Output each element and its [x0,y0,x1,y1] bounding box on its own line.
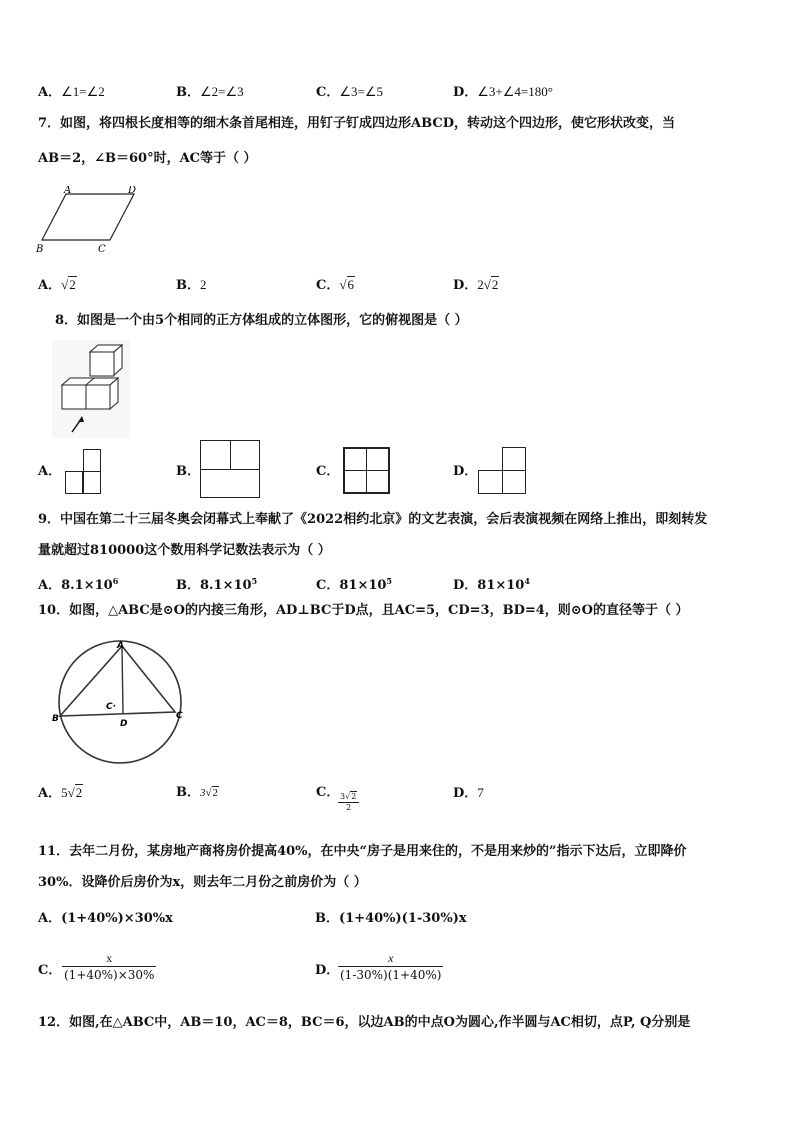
q10-circle-figure [50,638,190,766]
q11-option-a: A．(1+40%)×30%x [38,911,173,926]
q8-option-a-label: A． [38,464,62,479]
q8-option-b-figure [200,440,260,498]
q7-label-c: C [98,244,106,255]
q6-option-d: D．∠3+∠4=180° [453,84,553,100]
q6-option-c: C．∠3=∠5 [316,84,383,100]
q9-stem-line2: 量就超过810000这个数用科学记数法表示为（ ） [38,543,331,558]
q10-stem: 10．如图，△ABC是⊙O的内接三角形，AD⊥BC于D点，且AC=5，CD=3，BD=4，则⊙O的直径等于（ ） [38,603,689,618]
q10-label-c: C [176,711,183,721]
q11-option-c-fraction: $\frac{x}{(1+40\%)\times 30\%}$ [64,951,155,982]
q7-rhombus-figure [34,186,144,258]
q10-label-d: D [120,719,128,729]
q7-option-d: D．2√2 [453,277,499,293]
q8-option-c-figure [343,447,390,494]
q8-option-d-label: D． [453,464,478,479]
q10-option-a: A．5√2 [38,785,83,801]
q7-label-b: B [36,244,44,255]
q6-option-a: A．∠1=∠2 [38,84,105,100]
q11-option-c-label: C． [38,963,62,978]
q10-option-c-fraction: $\frac{3√2}{2}$ [338,792,359,813]
q8-option-b-label: B． [176,464,200,479]
q6-option-b: B．∠2=∠3 [176,84,244,100]
q10-label-a: A [117,641,124,651]
q11-option-d-fraction: $\frac{x}{(1-30\%)(1+40\%)}$ [340,951,442,982]
q10-label-o: C· [106,702,117,712]
q10-option-c-label: C． [316,785,340,800]
q9-option-b: B．$8.1\times 10^5$ [176,576,258,593]
q7-option-c: C．√6 [316,277,354,293]
q11-stem-line1: 11．去年二月份，某房地产商将房价提高40%，在中央“房子是用来住的，不是用来炒的”指示下达后，立即降价 [38,844,687,859]
q7-label-a: A [64,186,72,196]
q9-stem-line1: 9．中国在第二十三届冬奥会闭幕式上奉献了《2022相约北京》的文艺表演，会后表演视频在网络上推出，即刻转发 [38,512,708,527]
q11-option-d-label: D． [315,963,340,978]
q10-option-b: B．3√2 [176,785,219,800]
q10-label-b: B [52,714,59,724]
q8-option-c-label: C． [316,464,340,479]
q7-stem-line1: 7．如图，将四根长度相等的细木条首尾相连，用钉子钉成四边形ABCD，转动这个四边形，使它形状改变，当 [38,116,675,131]
q8-stem: 8．如图是一个由5个相同的正方体组成的立体图形，它的俯视图是（ ） [55,313,468,328]
q12-stem: 12．如图,在△ABC中，AB＝10，AC＝8，BC＝6，以边AB的中点O为圆心,作半圆与AC相切，点P, Q分别是 [38,1015,691,1030]
q11-stem-line2: 30%．设降价后房价为x，则去年二月份之前房价为（ ） [38,875,367,890]
q9-option-c: C．$81\times 10^5$ [316,576,392,593]
q7-option-b: B．2 [176,277,207,293]
q9-option-a: A．$8.1\times 10^6$ [38,576,119,593]
q7-label-d: D [128,186,137,196]
q7-stem-line2: AB＝2，∠B＝60°时，AC等于（ ） [38,151,257,166]
q9-option-d: D．$81\times 10^4$ [453,576,530,593]
q7-option-a: A．√2 [38,277,76,293]
q11-option-b: B．(1+40%)(1-30%)x [315,911,467,926]
q10-option-d: D．7 [453,785,484,801]
q8-cube-figure [52,340,130,438]
